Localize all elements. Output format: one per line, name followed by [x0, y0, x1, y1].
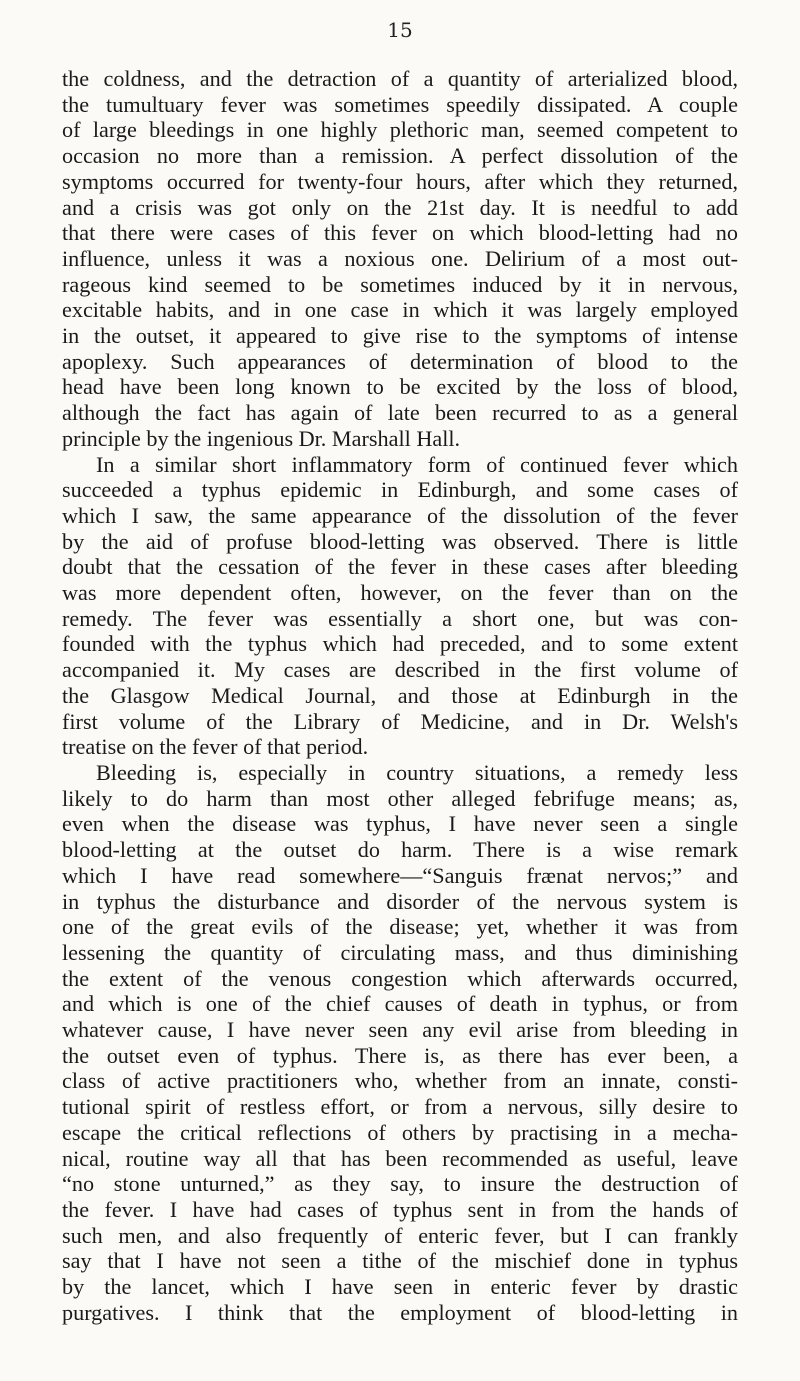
text-line: lessening the quantity of circulating mass, and thus diminishing	[62, 939, 738, 965]
text-line: accompanied it. My cases are described in the first volume of	[62, 657, 738, 683]
text-line: the coldness, and the detraction of a quantity of arterialized blood,	[62, 66, 738, 91]
text-line: which I saw, the same appearance of the dissolution of the fever	[62, 502, 738, 528]
text-line: by the aid of profuse blood-letting was observed. There is little	[62, 528, 738, 554]
text-line: the tumultuary fever was sometimes speedily dissipated. A couple	[62, 91, 738, 117]
text-line: in typhus the disturbance and disorder of the nervous system is	[62, 888, 738, 914]
text-line: remedy. The fever was essentially a short one, but was con-	[62, 605, 738, 631]
text-line: that there were cases of this fever on which blood-letting had no	[62, 220, 738, 246]
text-line: whatever cause, I have never seen any evil arise from bleeding in	[62, 1017, 738, 1043]
text-line: even when the disease was typhus, I have never seen a single	[62, 811, 738, 837]
text-line: occasion no more than a remission. A perfect dissolution of the	[62, 143, 738, 169]
text-line: In a similar short inflammatory form of continued fever which	[96, 451, 738, 477]
text-line: which I have read somewhere—“Sanguis frænat nervos;” and	[62, 862, 738, 888]
text-line: treatise on the fever of that period.	[62, 734, 369, 760]
text-line: the outset even of typhus. There is, as there has ever been, a	[62, 1042, 738, 1068]
paragraph	[62, 760, 738, 1325]
text-line: escape the critical reflections of others by practising in a mecha-	[62, 1119, 738, 1145]
text-line: succeeded a typhus epidemic in Edinburgh, and some cases of	[62, 477, 738, 503]
text-line: doubt that the cessation of the fever in these cases after bleeding	[62, 554, 738, 580]
text-line: apoplexy. Such appearances of determination of blood to the	[62, 348, 738, 374]
text-line: of large bleedings in one highly plethoric man, seemed competent to	[62, 117, 738, 143]
text-line: one of the great evils of the disease; yet, whether it was from	[62, 914, 738, 940]
text-line: the fever. I have had cases of typhus sent in from the hands of	[62, 1196, 738, 1222]
text-line: although the fact has again of late been recurred to as a general	[62, 400, 738, 426]
text-line: the Glasgow Medical Journal, and those at Edinburgh in the	[62, 682, 738, 708]
text-line: first volume of the Library of Medicine, and in Dr. Welsh's	[62, 708, 738, 734]
text-line: such men, and also frequently of enteric fever, but I can frankly	[62, 1222, 738, 1248]
text-line: founded with the typhus which had preceded, and to some extent	[62, 631, 738, 657]
text-line: rageous kind seemed to be sometimes induced by it in nervous,	[62, 271, 738, 297]
body-text	[62, 66, 738, 1325]
text-line: class of active practitioners who, whether from an innate, consti-	[62, 1068, 738, 1094]
text-line: symptoms occurred for twenty-four hours, after which they returned,	[62, 168, 738, 194]
text-line: excitable habits, and in one case in which it was largely employed	[62, 297, 738, 323]
text-line: principle by the ingenious Dr. Marshall Hall.	[62, 425, 461, 451]
text-line: was more dependent often, however, on the fever than on the	[62, 580, 738, 606]
paragraph	[62, 452, 738, 760]
text-line: by the lancet, which I have seen in enteric fever by drastic	[62, 1274, 738, 1300]
text-line: head have been long known to be excited by the loss of blood,	[62, 374, 738, 400]
text-line: likely to do harm than most other alleged febrifuge means; as,	[62, 785, 738, 811]
text-line: say that I have not seen a tithe of the mischief done in typhus	[62, 1248, 738, 1274]
text-line: tutional spirit of restless effort, or from a nervous, silly desire to	[62, 1094, 738, 1120]
text-line: Bleeding is, especially in country situations, a remedy less	[96, 759, 738, 785]
text-line: the extent of the venous congestion which afterwards occurred,	[62, 965, 738, 991]
text-line: blood-letting at the outset do harm. There is a wise remark	[62, 837, 738, 863]
text-line: nical, routine way all that has been recommended as useful, leave	[62, 1145, 738, 1171]
text-line: in the outset, it appeared to give rise to the symptoms of intense	[62, 323, 738, 349]
paragraph	[62, 66, 738, 452]
text-line: purgatives. I think that the employment of blood-letting in	[62, 1299, 738, 1325]
text-line: influence, unless it was a noxious one. Delirium of a most out-	[62, 245, 738, 271]
text-line: and a crisis was got only on the 21st day. It is needful to add	[62, 194, 738, 220]
text-line: “no stone unturned,” as they say, to insure the destruction of	[62, 1171, 738, 1197]
page-number: 15	[387, 18, 413, 42]
text-line: and which is one of the chief causes of death in typhus, or from	[62, 991, 738, 1017]
